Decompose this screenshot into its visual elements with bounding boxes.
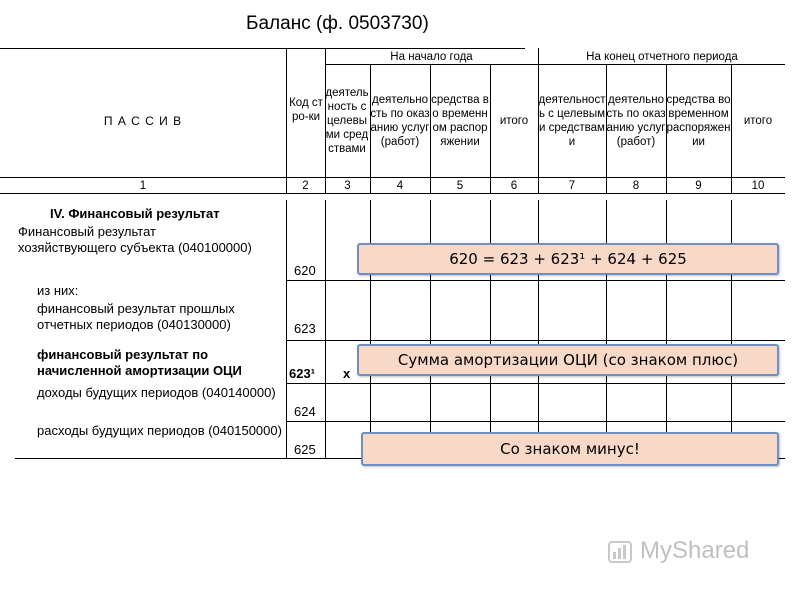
header-end-group: На конец отчетного периода bbox=[586, 50, 738, 63]
header-col-8: деятельность по оказанию услуг (работ) bbox=[606, 93, 666, 148]
myshared-logo-icon bbox=[607, 538, 635, 566]
minus-sign-callout: Со знаком минус! bbox=[361, 432, 779, 466]
row-620-label: Финансовый результат хозяйствующего субъекта (040100000) bbox=[18, 224, 252, 255]
col-number-7: 7 bbox=[568, 179, 576, 192]
col-number-3: 3 bbox=[344, 179, 351, 192]
row-6231-x: x bbox=[343, 366, 351, 381]
header-col-9: средства во временном распоряжении bbox=[666, 93, 731, 148]
row-623-code: 623 bbox=[294, 321, 316, 336]
col-number-6: 6 bbox=[510, 179, 518, 192]
header-col-4: деятельность по оказанию услуг (работ) bbox=[370, 93, 430, 148]
header-col-7: деятельность с целевыми средствами bbox=[538, 93, 606, 148]
header-col-5: средства во временном распоряжении bbox=[431, 93, 489, 148]
col-number-2: 2 bbox=[302, 179, 309, 192]
col-number-10: 10 bbox=[751, 179, 765, 192]
page-title: Баланс (ф. 0503730) bbox=[246, 13, 429, 34]
row-620-code: 620 bbox=[294, 263, 316, 278]
section-title: IV. Финансовый результат bbox=[50, 206, 220, 221]
watermark-text: MyShared bbox=[640, 537, 750, 564]
formula-callout: 620 = 623 + 623¹ + 624 + 625 bbox=[357, 243, 779, 275]
header-start-group: На начало года bbox=[390, 50, 473, 63]
row-6231-label: финансовый результат по начисленной амортизации ОЦИ bbox=[37, 347, 242, 378]
col-number-1: 1 bbox=[139, 179, 147, 192]
col-number-8: 8 bbox=[632, 179, 640, 192]
amortization-callout: Сумма амортизации ОЦИ (со знаком плюс) bbox=[357, 344, 779, 376]
row-625-code: 625 bbox=[294, 442, 316, 457]
header-passiv: П А С С И В bbox=[103, 113, 183, 128]
header-code: Код стро-ки bbox=[289, 97, 323, 123]
row-624-code: 624 bbox=[294, 404, 316, 419]
row-6231-code: 623¹ bbox=[289, 366, 316, 381]
col-number-4: 4 bbox=[396, 179, 404, 192]
row-623-label: финансовый результат прошлых отчетных периодов (040130000) bbox=[37, 301, 235, 332]
col-number-5: 5 bbox=[456, 179, 464, 192]
header-col-3: деятельность с целевыми средствами bbox=[325, 86, 369, 155]
header-col-6: итого bbox=[499, 114, 529, 127]
col-number-9: 9 bbox=[695, 179, 702, 192]
header-col-10: итого bbox=[743, 114, 773, 127]
row-624-label: доходы будущих периодов (040140000) bbox=[37, 385, 276, 400]
row-iz-nih-label: из них: bbox=[37, 283, 79, 298]
row-625-label: расходы будущих периодов (040150000) bbox=[37, 423, 282, 438]
